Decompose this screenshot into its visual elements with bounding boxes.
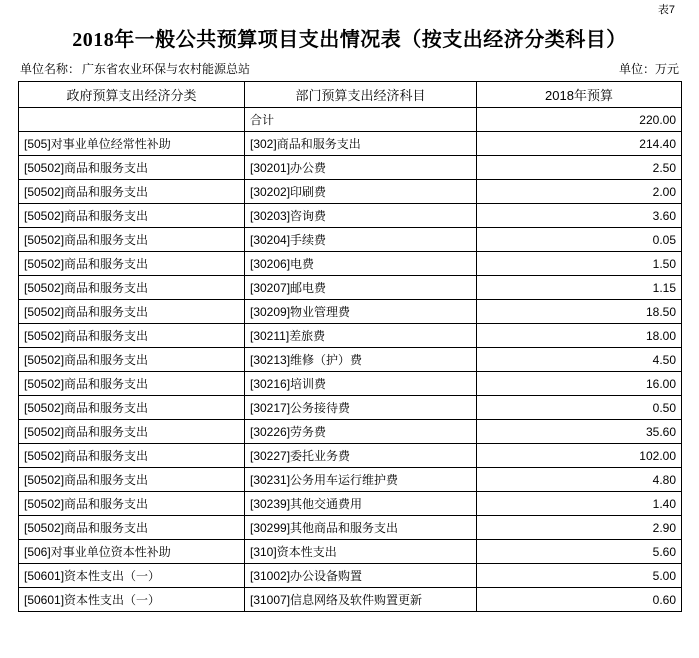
cell-gov-economic-class: [50502]商品和服务支出 xyxy=(19,372,245,396)
cell-budget-amount: 2.90 xyxy=(477,516,682,540)
table-row xyxy=(19,324,682,348)
cell-dept-economic-subject: [30207]邮电费 xyxy=(245,276,477,300)
cell-budget-amount: 0.60 xyxy=(477,588,682,612)
cell-dept-economic-subject: [30299]其他商品和服务支出 xyxy=(245,516,477,540)
cell-gov-economic-class: [50502]商品和服务支出 xyxy=(19,516,245,540)
sheet-number: 表7 xyxy=(657,4,675,16)
table-row xyxy=(19,492,682,516)
cell-dept-economic-subject: [310]资本性支出 xyxy=(245,540,477,564)
header-dept-economic-subject: 部门预算支出经济科目 xyxy=(245,82,477,108)
cell-budget-amount: 0.50 xyxy=(477,396,682,420)
cell-dept-economic-subject: [30201]办公费 xyxy=(245,156,477,180)
cell-dept-economic-subject: [30226]劳务费 xyxy=(245,420,477,444)
table-row xyxy=(19,444,682,468)
cell-dept-economic-subject: [30239]其他交通费用 xyxy=(245,492,477,516)
cell-budget-amount: 1.50 xyxy=(477,252,682,276)
cell-budget-amount: 16.00 xyxy=(477,372,682,396)
cell-gov-economic-class: [50502]商品和服务支出 xyxy=(19,420,245,444)
table-row xyxy=(19,564,682,588)
cell-budget-amount: 0.05 xyxy=(477,228,682,252)
cell-gov-economic-class: [50502]商品和服务支出 xyxy=(19,492,245,516)
cell-dept-economic-subject: [30216]培训费 xyxy=(245,372,477,396)
table-row xyxy=(19,132,682,156)
cell-gov-economic-class: [50601]资本性支出（一） xyxy=(19,588,245,612)
cell-budget-amount: 18.50 xyxy=(477,300,682,324)
cell-budget-amount: 2.00 xyxy=(477,180,682,204)
cell-budget-amount: 2.50 xyxy=(477,156,682,180)
table-row xyxy=(19,276,682,300)
cell-budget-amount: 5.60 xyxy=(477,540,682,564)
cell-dept-economic-subject: [30227]委托业务费 xyxy=(245,444,477,468)
table-row xyxy=(19,588,682,612)
cell-gov-economic-class: [50502]商品和服务支出 xyxy=(19,300,245,324)
cell-dept-economic-subject: [31002]办公设备购置 xyxy=(245,564,477,588)
table-header-row xyxy=(19,82,682,108)
cell-budget-amount: 3.60 xyxy=(477,204,682,228)
cell-gov-economic-class: [50502]商品和服务支出 xyxy=(19,444,245,468)
cell-dept-economic-subject: [30204]手续费 xyxy=(245,228,477,252)
cell-dept-economic-subject: [31007]信息网络及软件购置更新 xyxy=(245,588,477,612)
table-row xyxy=(19,348,682,372)
cell-gov-economic-class: [50502]商品和服务支出 xyxy=(19,228,245,252)
cell-dept-economic-subject: 合计 xyxy=(245,108,477,132)
page-title: 2018年一般公共预算项目支出情况表（按支出经济分类科目） xyxy=(72,29,627,51)
cell-dept-economic-subject: [302]商品和服务支出 xyxy=(245,132,477,156)
cell-gov-economic-class: [505]对事业单位经常性补助 xyxy=(19,132,245,156)
budget-table xyxy=(18,81,682,612)
cell-budget-amount: 35.60 xyxy=(477,420,682,444)
table-row xyxy=(19,420,682,444)
cell-gov-economic-class: [50502]商品和服务支出 xyxy=(19,156,245,180)
table-row xyxy=(19,108,682,132)
header-budget-2018: 2018年预算 xyxy=(477,82,682,108)
table-row xyxy=(19,396,682,420)
table-row xyxy=(19,228,682,252)
cell-gov-economic-class: [50502]商品和服务支出 xyxy=(19,252,245,276)
cell-gov-economic-class: [50502]商品和服务支出 xyxy=(19,204,245,228)
cell-budget-amount: 5.00 xyxy=(477,564,682,588)
cell-dept-economic-subject: [30203]咨询费 xyxy=(245,204,477,228)
table-row xyxy=(19,540,682,564)
unit-name-label: 单位名称： xyxy=(20,62,81,76)
table-row xyxy=(19,156,682,180)
cell-gov-economic-class: [50502]商品和服务支出 xyxy=(19,396,245,420)
table-row xyxy=(19,204,682,228)
amount-unit-label: 单位：万元 xyxy=(618,62,679,76)
cell-gov-economic-class: [506]对事业单位资本性补助 xyxy=(19,540,245,564)
table-row xyxy=(19,468,682,492)
cell-budget-amount: 1.40 xyxy=(477,492,682,516)
cell-gov-economic-class: [50601]资本性支出（一） xyxy=(19,564,245,588)
table-row xyxy=(19,372,682,396)
meta-row xyxy=(18,60,681,81)
cell-budget-amount: 1.15 xyxy=(477,276,682,300)
cell-dept-economic-subject: [30213]维修（护）费 xyxy=(245,348,477,372)
cell-budget-amount: 4.50 xyxy=(477,348,682,372)
cell-dept-economic-subject: [30211]差旅费 xyxy=(245,324,477,348)
table-row xyxy=(19,180,682,204)
cell-budget-amount: 102.00 xyxy=(477,444,682,468)
cell-dept-economic-subject: [30209]物业管理费 xyxy=(245,300,477,324)
cell-budget-amount: 220.00 xyxy=(477,108,682,132)
cell-dept-economic-subject: [30217]公务接待费 xyxy=(245,396,477,420)
cell-gov-economic-class: [50502]商品和服务支出 xyxy=(19,348,245,372)
cell-gov-economic-class: [50502]商品和服务支出 xyxy=(19,324,245,348)
cell-gov-economic-class xyxy=(19,108,245,132)
cell-gov-economic-class: [50502]商品和服务支出 xyxy=(19,180,245,204)
cell-dept-economic-subject: [30231]公务用车运行维护费 xyxy=(245,468,477,492)
table-row xyxy=(19,516,682,540)
header-gov-economic-class: 政府预算支出经济分类 xyxy=(19,82,245,108)
unit-name-value: 广东省农业环保与农村能源总站 xyxy=(82,62,251,76)
table-row xyxy=(19,300,682,324)
cell-dept-economic-subject: [30202]印刷费 xyxy=(245,180,477,204)
table-row xyxy=(19,252,682,276)
cell-budget-amount: 4.80 xyxy=(477,468,682,492)
cell-dept-economic-subject: [30206]电费 xyxy=(245,252,477,276)
unit-name-group xyxy=(20,60,250,77)
cell-gov-economic-class: [50502]商品和服务支出 xyxy=(19,276,245,300)
cell-gov-economic-class: [50502]商品和服务支出 xyxy=(19,468,245,492)
cell-budget-amount: 214.40 xyxy=(477,132,682,156)
table-body xyxy=(19,108,682,612)
cell-budget-amount: 18.00 xyxy=(477,324,682,348)
